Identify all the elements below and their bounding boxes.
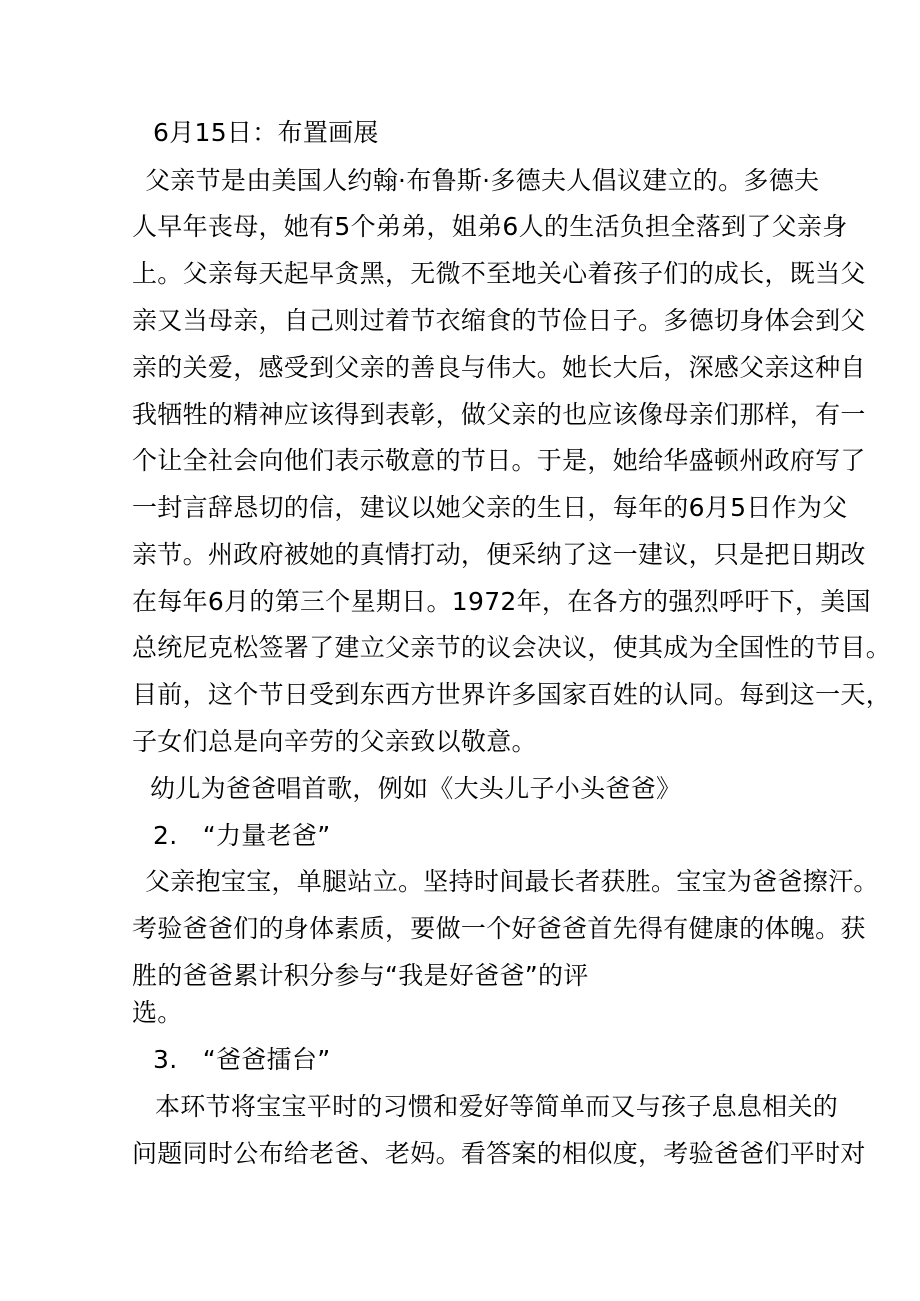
section-heading: 6月15日：布置画展 [153, 118, 379, 147]
paragraph-line: 上。父亲每天起早贪黑，无微不至地关心着孩子们的成长，既当父 [132, 259, 866, 288]
paragraph-line: 问题同时公布给老爸、老妈。看答案的相似度，考验爸爸们平时对 [132, 1139, 866, 1168]
paragraph-line: 亲的关爱，感受到父亲的善良与伟大。她长大后，深感父亲这种自 [132, 353, 866, 382]
paragraph-line: 子女们总是向辛劳的父亲致以敬意。 [132, 727, 537, 756]
paragraph-line: 胜的爸爸累计积分参与“我是好爸爸”的评 [132, 961, 589, 990]
paragraph-line: 人早年丧母，她有5个弟弟，姐弟6人的生活负担全落到了父亲身 [132, 212, 848, 241]
paragraph-line: 父亲抱宝宝，单腿站立。坚持时间最长者获胜。宝宝为爸爸擦汗。 [145, 867, 879, 896]
paragraph-line: 亲又当母亲，自己则过着节衣缩食的节俭日子。多德切身体会到父 [132, 306, 866, 335]
song-line: 幼儿为爸爸唱首歌，例如《大头儿子小头爸爸》 [150, 774, 682, 803]
paragraph-line: 考验爸爸们的身体素质，要做一个好爸爸首先得有健康的体魄。获 [132, 914, 866, 943]
paragraph-line: 个让全社会向他们表示敬意的节日。于是，她给华盛顿州政府写了 [132, 446, 866, 475]
paragraph-line: 我牺牲的精神应该得到表彰，做父亲的也应该像母亲们那样，有一 [132, 400, 866, 429]
paragraph-line: 父亲节是由美国人约翰·布鲁斯·多德夫人倡议建立的。多德夫 [145, 166, 820, 195]
item-3-title: 3. “爸爸擂台” [153, 1045, 331, 1074]
paragraph-line: 亲节。州政府被她的真情打动，便采纳了这一建议，只是把日期改 [132, 540, 866, 569]
paragraph-line: 在每年6月的第三个星期日。1972年，在各方的强烈呼吁下，美国 [132, 587, 871, 616]
item-2-title: 2. “力量老爸” [153, 821, 331, 850]
paragraph-line: 选。 [132, 998, 183, 1027]
paragraph-line: 总统尼克松签署了建立父亲节的议会决议，使其成为全国性的节目。 [132, 633, 892, 662]
paragraph-line: 一封言辞恳切的信，建议以她父亲的生日，每年的6月5日作为父 [132, 493, 848, 522]
paragraph-line: 目前，这个节日受到东西方世界许多国家百姓的认同。每到这一天， [132, 680, 892, 709]
paragraph-line: 本环节将宝宝平时的习惯和爱好等简单而又与孩子息息相关的 [155, 1092, 839, 1121]
